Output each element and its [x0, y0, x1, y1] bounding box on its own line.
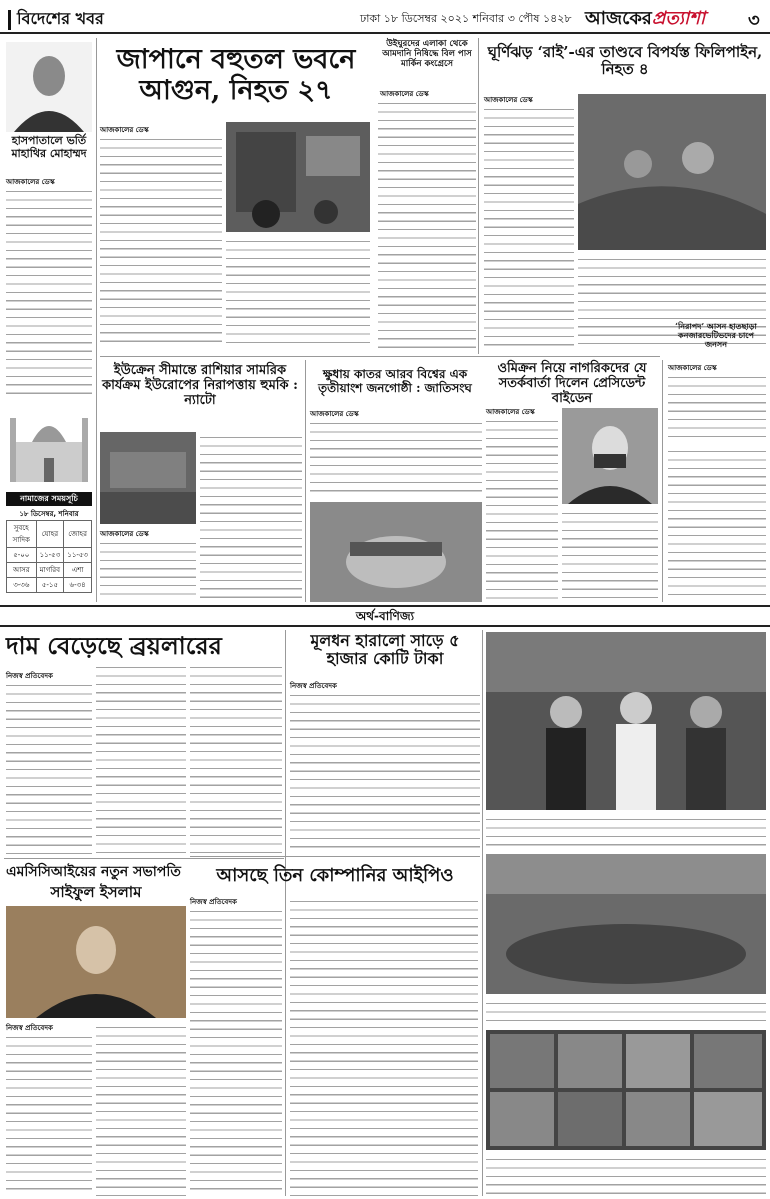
hand-photo-icon — [310, 502, 482, 602]
column-divider — [285, 630, 286, 1196]
newspaper-logo — [585, 4, 705, 35]
meeting-photo — [486, 1030, 766, 1150]
broiler-body-3 — [190, 662, 282, 854]
ipo-body — [190, 906, 282, 1196]
table-cell: ৩-৩৬ — [7, 578, 37, 593]
nirapad-body-2 — [668, 446, 766, 602]
capital-headline: মূলধন হারালো সাড়ে ৫ হাজার কোটি টাকা — [310, 631, 460, 669]
page-number: ৩ — [748, 10, 760, 31]
logo-accent: প্রত্যাশা — [651, 8, 706, 29]
omicron-body — [486, 416, 558, 602]
arab-source: আজকালের ডেস্ক — [310, 410, 359, 418]
biden-photo — [562, 408, 658, 504]
nirapad-body — [668, 372, 766, 442]
portrait-icon — [562, 408, 658, 504]
ceremony-photo-icon — [486, 632, 766, 810]
ipo-headline: আসছে তিন কোম্পানির আইপিও — [216, 865, 454, 886]
uighur-body — [378, 98, 476, 348]
mahathir-body — [6, 186, 92, 394]
mcci-body-2 — [96, 1022, 186, 1196]
column-divider — [478, 38, 479, 354]
portrait-icon — [6, 906, 186, 1018]
award-photo — [486, 632, 766, 810]
arab-body — [310, 418, 482, 498]
column-divider — [662, 360, 663, 602]
video-meeting-icon — [486, 1030, 766, 1150]
philippines-storm-photo — [578, 94, 766, 250]
table-cell: ১১-৫৩ — [36, 548, 64, 563]
table-cell: আসর — [7, 563, 37, 578]
omicron-source: আজকালের ডেস্ক — [486, 408, 535, 416]
japan-body — [100, 134, 222, 348]
ukraine-body-2 — [100, 538, 196, 602]
broiler-body-2 — [96, 662, 186, 854]
philippines-headline: ঘূর্ণিঝড় ‘রাই’-এর তাণ্ডবে বিপর্যস্ত ফিলিপাইন, নিহত ৪ — [487, 43, 763, 79]
saiful-photo — [6, 906, 186, 1018]
capital-source: নিজস্ব প্রতিবেদক — [290, 682, 337, 690]
mosque-image — [6, 398, 92, 490]
ukraine-headline: ইউক্রেন সীমান্তে রাশিয়ার সামরিক কার্যক্রম ইউরোপের নিরাপত্তায় হুমকি : ন্যাটো — [102, 363, 298, 408]
memorial-photo-icon — [486, 854, 766, 994]
ukraine-photo — [100, 432, 196, 524]
uighur-headline: উইঘুরদের এলাকা থেকে আমদানি নিষিদ্ধে বিল পাস মার্কিন কংগ্রেসে — [382, 39, 472, 69]
row-divider — [4, 858, 284, 859]
prayer-title: নামাজের সময়সূচি — [6, 492, 92, 506]
ukraine-body — [200, 432, 302, 602]
arab-headline: ক্ষুধায় কাতর আরব বিশ্বের এক তৃতীয়াংশ জনগোষ্ঠী : জাতিসংঘ — [318, 367, 472, 395]
business-section-bar: অর্থ-বাণিজ্য — [0, 605, 770, 627]
building-photo-icon — [226, 122, 370, 232]
meeting-caption — [486, 1154, 766, 1196]
portrait-icon — [6, 42, 92, 132]
section-label — [8, 6, 104, 33]
omicron-body-2 — [562, 508, 658, 602]
military-photo-icon — [100, 432, 196, 524]
japan-source: আজকালের ডেস্ক — [100, 126, 149, 134]
mahathir-source: আজকালের ডেস্ক — [6, 178, 55, 186]
mcci-headline-1: এমসিসিআইয়ের নতুন সভাপতি — [6, 864, 181, 880]
table-cell: ৫-১৫ — [36, 578, 64, 593]
ipo-body-2 — [290, 896, 478, 1196]
mahathir-headline: হাসপাতালে ভর্তি মাহাথির মোহাম্মদ — [11, 134, 87, 160]
prayer-table — [6, 520, 92, 593]
section-bar — [8, 10, 11, 30]
mcci-headline-2: সাইফুল ইসলাম — [50, 883, 142, 901]
table-cell: জোহর — [64, 521, 92, 548]
philippines-body — [484, 104, 574, 348]
prayer-date: ১৮ ডিসেম্বর, শনিবার — [19, 510, 79, 518]
table-cell: ১১-৫৩ — [64, 548, 92, 563]
row-divider — [100, 356, 660, 357]
column-divider — [96, 38, 97, 602]
table-cell: ৫-০০ — [7, 548, 37, 563]
award-caption — [486, 814, 766, 850]
table-row — [7, 521, 92, 548]
section-title: বিদেশের খবর — [17, 9, 104, 28]
page-header — [0, 0, 770, 34]
arab-photo — [310, 502, 482, 602]
omicron-headline: ওমিক্রন নিয়ে নাগরিকদের যে সতর্কবার্তা দিলেন প্রেসিডেন্ট বাইডেন — [497, 361, 647, 406]
nirapad-source: আজকালের ডেস্ক — [668, 364, 717, 372]
table-cell: মাগরিব — [36, 563, 64, 578]
table-row — [7, 548, 92, 563]
mosque-icon — [6, 398, 92, 490]
ukraine-source: আজকালের ডেস্ক — [100, 530, 149, 538]
ipo-source: নিজস্ব প্রতিবেদক — [190, 898, 237, 906]
table-row — [7, 563, 92, 578]
nirapad-headline: ‘নিরাপদ’ আসন হাতছাড়া কনজারভেটিভদের চাপে জনসন — [675, 321, 757, 350]
mcci-body — [6, 1032, 92, 1196]
uighur-source: আজকালের ডেস্ক — [380, 90, 429, 98]
capital-body — [290, 690, 480, 852]
wreath-photo — [486, 854, 766, 994]
broiler-headline: দাম বেড়েছে ব্রয়লারের — [6, 631, 222, 660]
issue-date: ঢাকা ১৮ ডিসেম্বর ২০২১ শনিবার ৩ পৌষ ১৪২৮ — [360, 12, 572, 25]
table-cell: সুবহে সাদিক — [7, 521, 37, 548]
column-divider — [305, 360, 306, 602]
table-cell: যোহর — [36, 521, 64, 548]
table-cell: ৬-৩৪ — [64, 578, 92, 593]
mcci-source: নিজস্ব প্রতিবেদক — [6, 1024, 53, 1032]
broiler-source: নিজস্ব প্রতিবেদক — [6, 672, 53, 680]
storm-photo-icon — [578, 94, 766, 250]
broiler-body — [6, 680, 92, 854]
column-divider — [482, 630, 483, 1196]
wreath-caption — [486, 998, 766, 1026]
japan-body-2 — [226, 236, 370, 348]
philippines-source: আজকালের ডেস্ক — [484, 96, 533, 104]
japan-headline: জাপানে বহুতল ভবনে আগুন, নিহত ২৭ — [116, 44, 356, 107]
mahathir-photo — [6, 42, 92, 132]
table-cell: এশা — [64, 563, 92, 578]
table-row — [7, 578, 92, 593]
japan-fire-photo — [226, 122, 370, 232]
row-divider — [190, 856, 480, 857]
logo-plain: আজকের — [585, 8, 652, 29]
